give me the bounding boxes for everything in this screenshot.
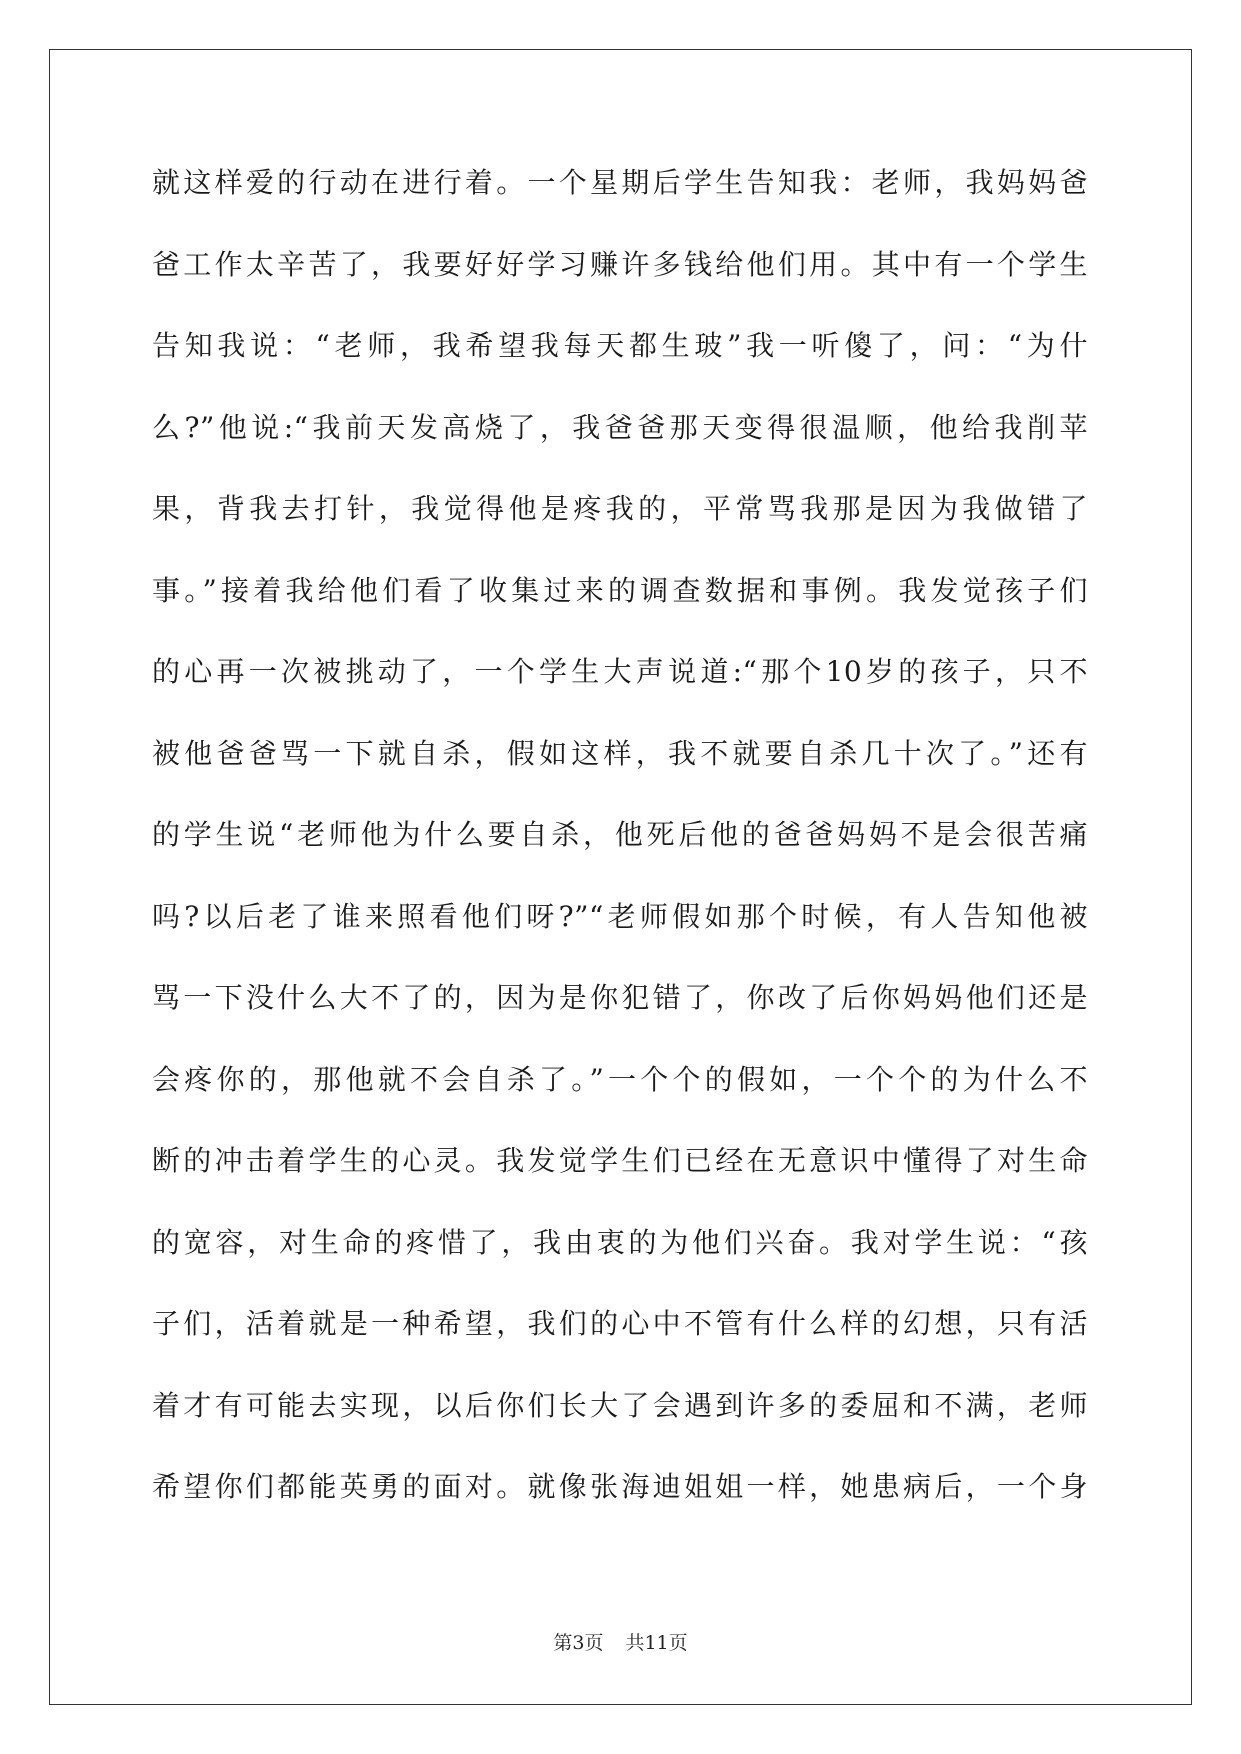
- text-line-6: 事。”接着我给他们看了收集过来的调查数据和事例。我发觉孩子们: [152, 573, 1088, 607]
- text-line-7: 的心再一次被挑动了，一个学生大声说道:“那个10岁的孩子，只不: [152, 655, 1088, 688]
- text-line-16: 着才有可能去实现，以后你们长大了会遇到许多的委屈和不满，老师: [152, 1388, 1088, 1422]
- text-line-10: 吗?以后老了谁来照看他们呀?”“老师假如那个时候，有人告知他被: [152, 899, 1088, 933]
- text-line-1: 就这样爱的行动在进行着。一个星期后学生告知我：老师，我妈妈爸: [152, 166, 1088, 199]
- text-line-17: 希望你们都能英勇的面对。就像张海迪姐姐一样，她患病后，一个身: [152, 1470, 1088, 1503]
- text-line-2: 爸工作太辛苦了，我要好好学习赚许多钱给他们用。其中有一个学生: [152, 247, 1088, 281]
- text-line-14: 的宽容，对生命的疼惜了，我由衷的为他们兴奋。我对学生说：“孩: [152, 1225, 1088, 1259]
- text-line-8: 被他爸爸骂一下就自杀，假如这样，我不就要自杀几十次了。”还有: [152, 736, 1088, 770]
- text-line-12: 会疼你的，那他就不会自杀了。”一个个的假如，一个个的为什么不: [152, 1062, 1088, 1096]
- text-line-4: 么?”他说:“我前天发高烧了，我爸爸那天变得很温顺，他给我削苹: [152, 410, 1088, 444]
- document-body: [152, 158, 1088, 1544]
- page-footer: [0, 1628, 1241, 1655]
- page-number: 第3页: [553, 1632, 604, 1654]
- text-line-15: 子们，活着就是一种希望，我们的心中不管有什么样的幻想，只有活: [152, 1307, 1088, 1340]
- text-line-5: 果，背我去打针，我觉得他是疼我的，平常骂我那是因为我做错了: [152, 492, 1088, 525]
- text-line-9: 的学生说“老师他为什么要自杀，他死后他的爸爸妈妈不是会很苦痛: [152, 818, 1088, 851]
- page-total: 共11页: [625, 1632, 688, 1654]
- text-line-13: 断的冲击着学生的心灵。我发觉学生们已经在无意识中懂得了对生命: [152, 1144, 1088, 1177]
- text-line-3: 告知我说：“老师，我希望我每天都生玻”我一听傻了，问：“为什: [152, 329, 1088, 362]
- text-line-11: 骂一下没什么大不了的，因为是你犯错了，你改了后你妈妈他们还是: [152, 981, 1088, 1014]
